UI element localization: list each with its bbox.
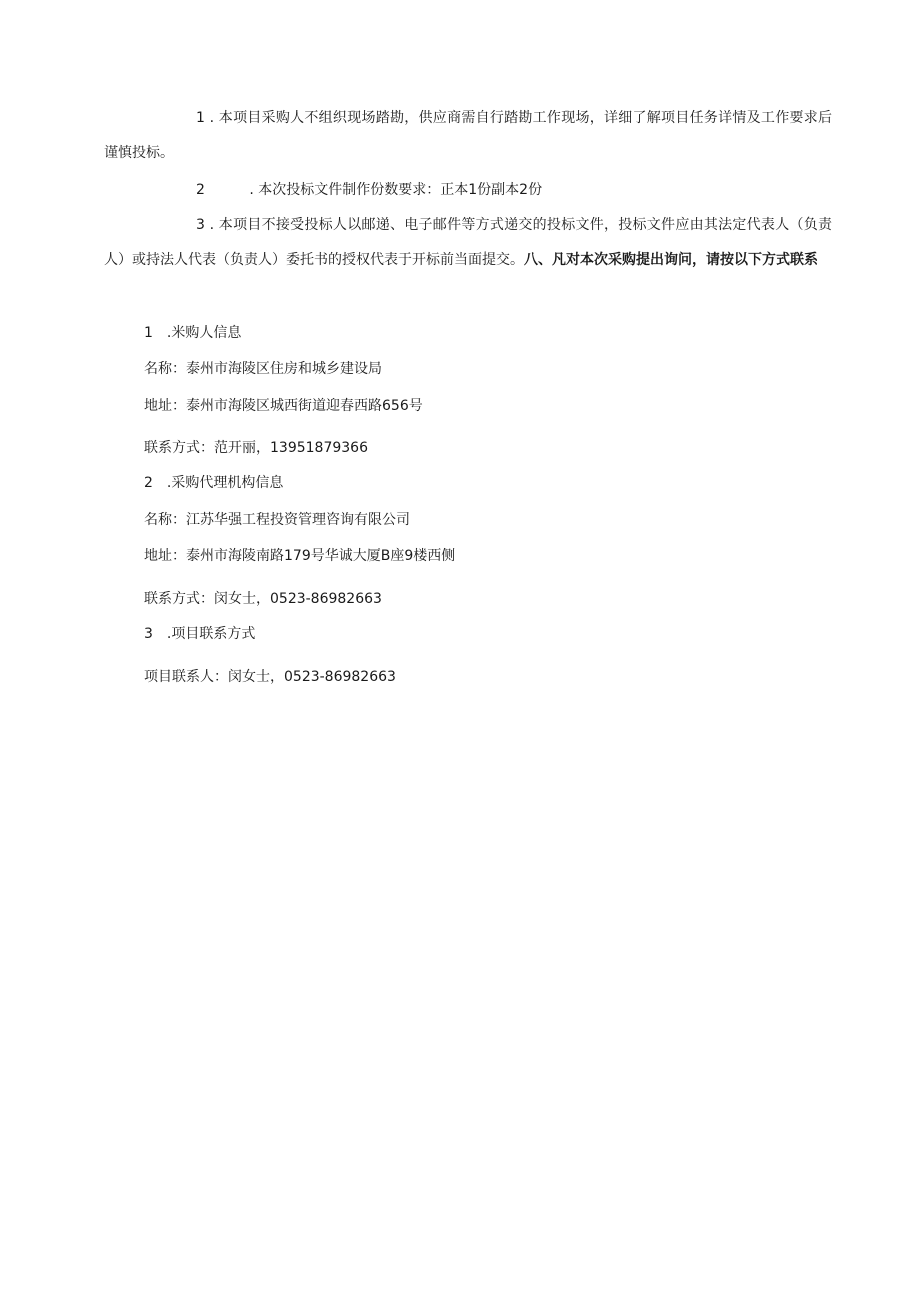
purchaser-info-title-text: .米购人信息 <box>166 325 242 341</box>
purchaser-contact: 联系方式：范开丽，13951879366 <box>144 440 368 456</box>
agency-info-number: 2 <box>144 475 153 491</box>
note-item-2-number: 2 <box>196 182 205 198</box>
note-item-3 <box>104 208 832 278</box>
note-item-1 <box>104 101 832 171</box>
purchaser-address: 地址：泰州市海陵区城西街道迎春西路656号 <box>144 398 423 414</box>
agency-info-title <box>144 473 283 493</box>
note-item-2-text: . 本次投标文件制作份数要求：正本1份副本2份 <box>249 182 543 198</box>
agency-info-title-text: .采购代理机构信息 <box>166 475 284 491</box>
project-contact-number: 3 <box>144 626 153 642</box>
note-item-3-number: 3 <box>196 217 205 233</box>
note-item-1-number: 1 <box>196 110 205 126</box>
project-contact-person: 项目联系人：闵女士，0523-86982663 <box>144 669 396 685</box>
section-eight-heading: 八、凡对本次采购提出询问，请按以下方式联系 <box>524 252 818 268</box>
note-item-1-text: . 本项目采购人不组织现场踏勘，供应商需自行踏勘工作现场，详细了解项目任务详情及工作要求后谨慎投标。 <box>104 110 832 161</box>
purchaser-name: 名称：泰州市海陵区住房和城乡建设局 <box>144 361 382 377</box>
purchaser-info-number: 1 <box>144 325 153 341</box>
note-item-2 <box>104 173 832 208</box>
project-contact-title-text: .项目联系方式 <box>166 626 256 642</box>
purchaser-info-title <box>144 323 241 343</box>
agency-contact: 联系方式：闵女士，0523-86982663 <box>144 591 382 607</box>
agency-name: 名称：江苏华强工程投资管理咨询有限公司 <box>144 512 410 528</box>
agency-address: 地址：泰州市海陵南路179号华诚大厦B座9楼西侧 <box>144 548 456 564</box>
note-item-3-text: . 本项目不接受投标人以邮递、电子邮件等方式递交的投标文件，投标文件应由其法定代表人（负责人）或持法人代表（负责人）委托书的授权代表于开标前当面提交。 <box>104 217 832 268</box>
project-contact-title <box>144 624 255 644</box>
